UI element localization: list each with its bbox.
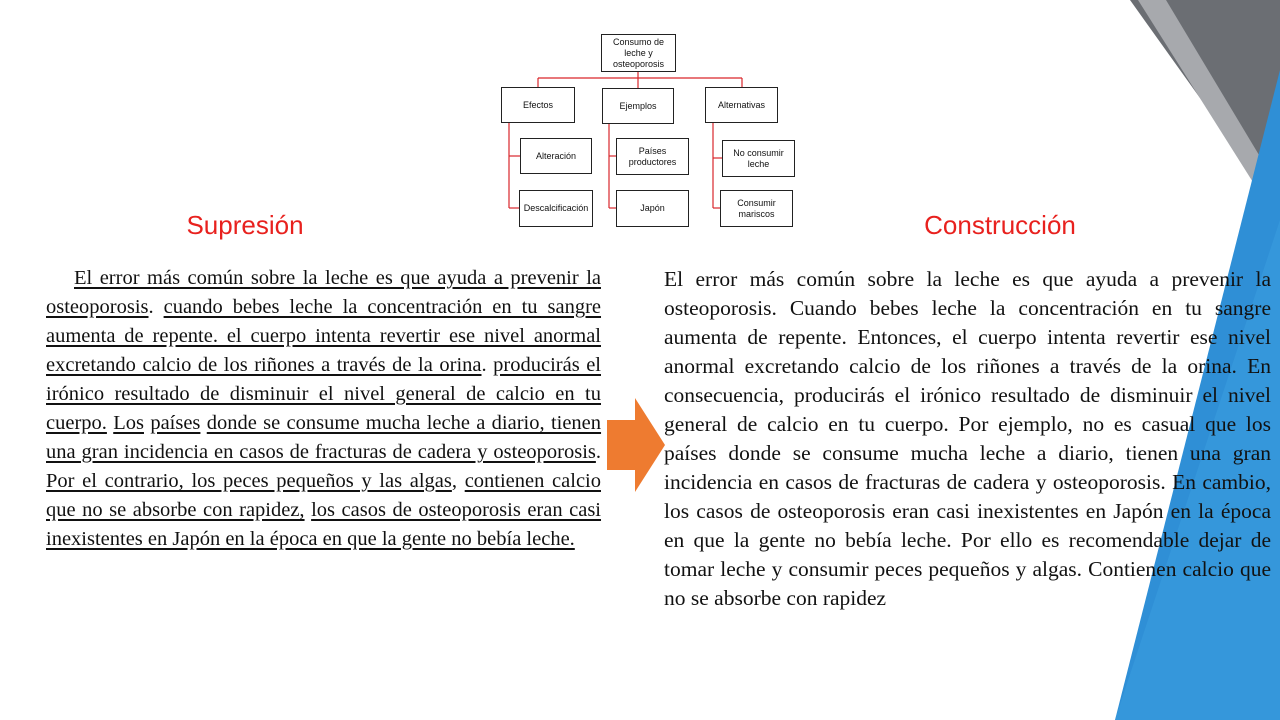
- underlined-phrase: contienen calcio que no se absorbe con rapidez,: [46, 470, 601, 521]
- diagram-node-alternativas: Alternativas: [705, 87, 778, 123]
- underlined-phrase: los casos de osteoporosis eran casi inexistentes en Japón en la época en que la gente no bebía leche.: [46, 499, 602, 550]
- underlined-phrase: producirás el irónico resultado de disminuir el nivel general de calcio en tu cuerpo.: [46, 354, 601, 434]
- underlined-phrase: Los: [113, 412, 144, 434]
- diagram-node-japon: Japón: [616, 190, 689, 227]
- underlined-phrase: Por el contrario, los peces pequeños y las algas: [46, 470, 452, 492]
- underlined-phrase: cuando bebes leche la concentración en tu sangre aumenta de repente. el cuerpo intenta revertir ese nivel anormal excretando calcio de los riñones a través de la orina: [46, 296, 602, 376]
- punctuation: ,: [451, 470, 465, 492]
- underlined-phrase: países: [150, 412, 201, 434]
- arrow-right-icon: [607, 398, 665, 492]
- diagram-node-consumir-mariscos: Consumir mariscos: [720, 190, 793, 227]
- left-paragraph: [46, 264, 601, 554]
- diagram-node-paises-productores: Países productores: [616, 138, 689, 175]
- punctuation: .: [595, 441, 601, 463]
- underlined-phrase: donde se consume mucha leche a diario, tienen una gran incidencia en casos de fracturas de cadera y osteoporosis: [46, 412, 602, 463]
- diagram-node-no-consumir-leche: No consumir leche: [722, 140, 795, 177]
- underlined-phrase: El error más común sobre la leche es que ayuda a prevenir la osteoporosis: [46, 267, 601, 318]
- right-heading: Construcción: [924, 210, 1076, 240]
- diagram-node-alteracion: Alteración: [520, 138, 592, 174]
- punctuation: .: [481, 354, 494, 376]
- punctuation: .: [148, 296, 164, 318]
- right-paragraph: El error más común sobre la leche es que ayuda a prevenir la osteoporosis. Cuando bebes leche la concentración en tu sangre aumenta de repente. Entonces, el cuerpo intenta revertir ese nivel anormal excretando calcio de los riñones a través de la orina. En consecuencia, producirás el irónico resultado de disminuir el nivel general de calcio en tu cuerpo. Por ejemplo, no es casual que los países donde se consume mucha leche a diario, tienen una gran incidencia en casos de fracturas de cadera y osteoporosis. En cambio, los casos de osteoporosis eran casi inexistentes en Japón en la época en que la gente no bebía leche. Por ello es recomendable dejar de tomar leche y consumir peces pequeños y algas. Contienen calcio que no se absorbe con rapidez: [664, 267, 1271, 610]
- diagram-node-efectos: Efectos: [501, 87, 575, 123]
- diagram-root-node: Consumo de leche y osteoporosis: [601, 34, 676, 72]
- diagram-node-descalcificacion: Descalcificación: [519, 190, 593, 227]
- left-paragraph-segments: [46, 267, 601, 550]
- left-heading: Supresión: [186, 210, 304, 240]
- diagram-node-ejemplos: Ejemplos: [602, 88, 674, 124]
